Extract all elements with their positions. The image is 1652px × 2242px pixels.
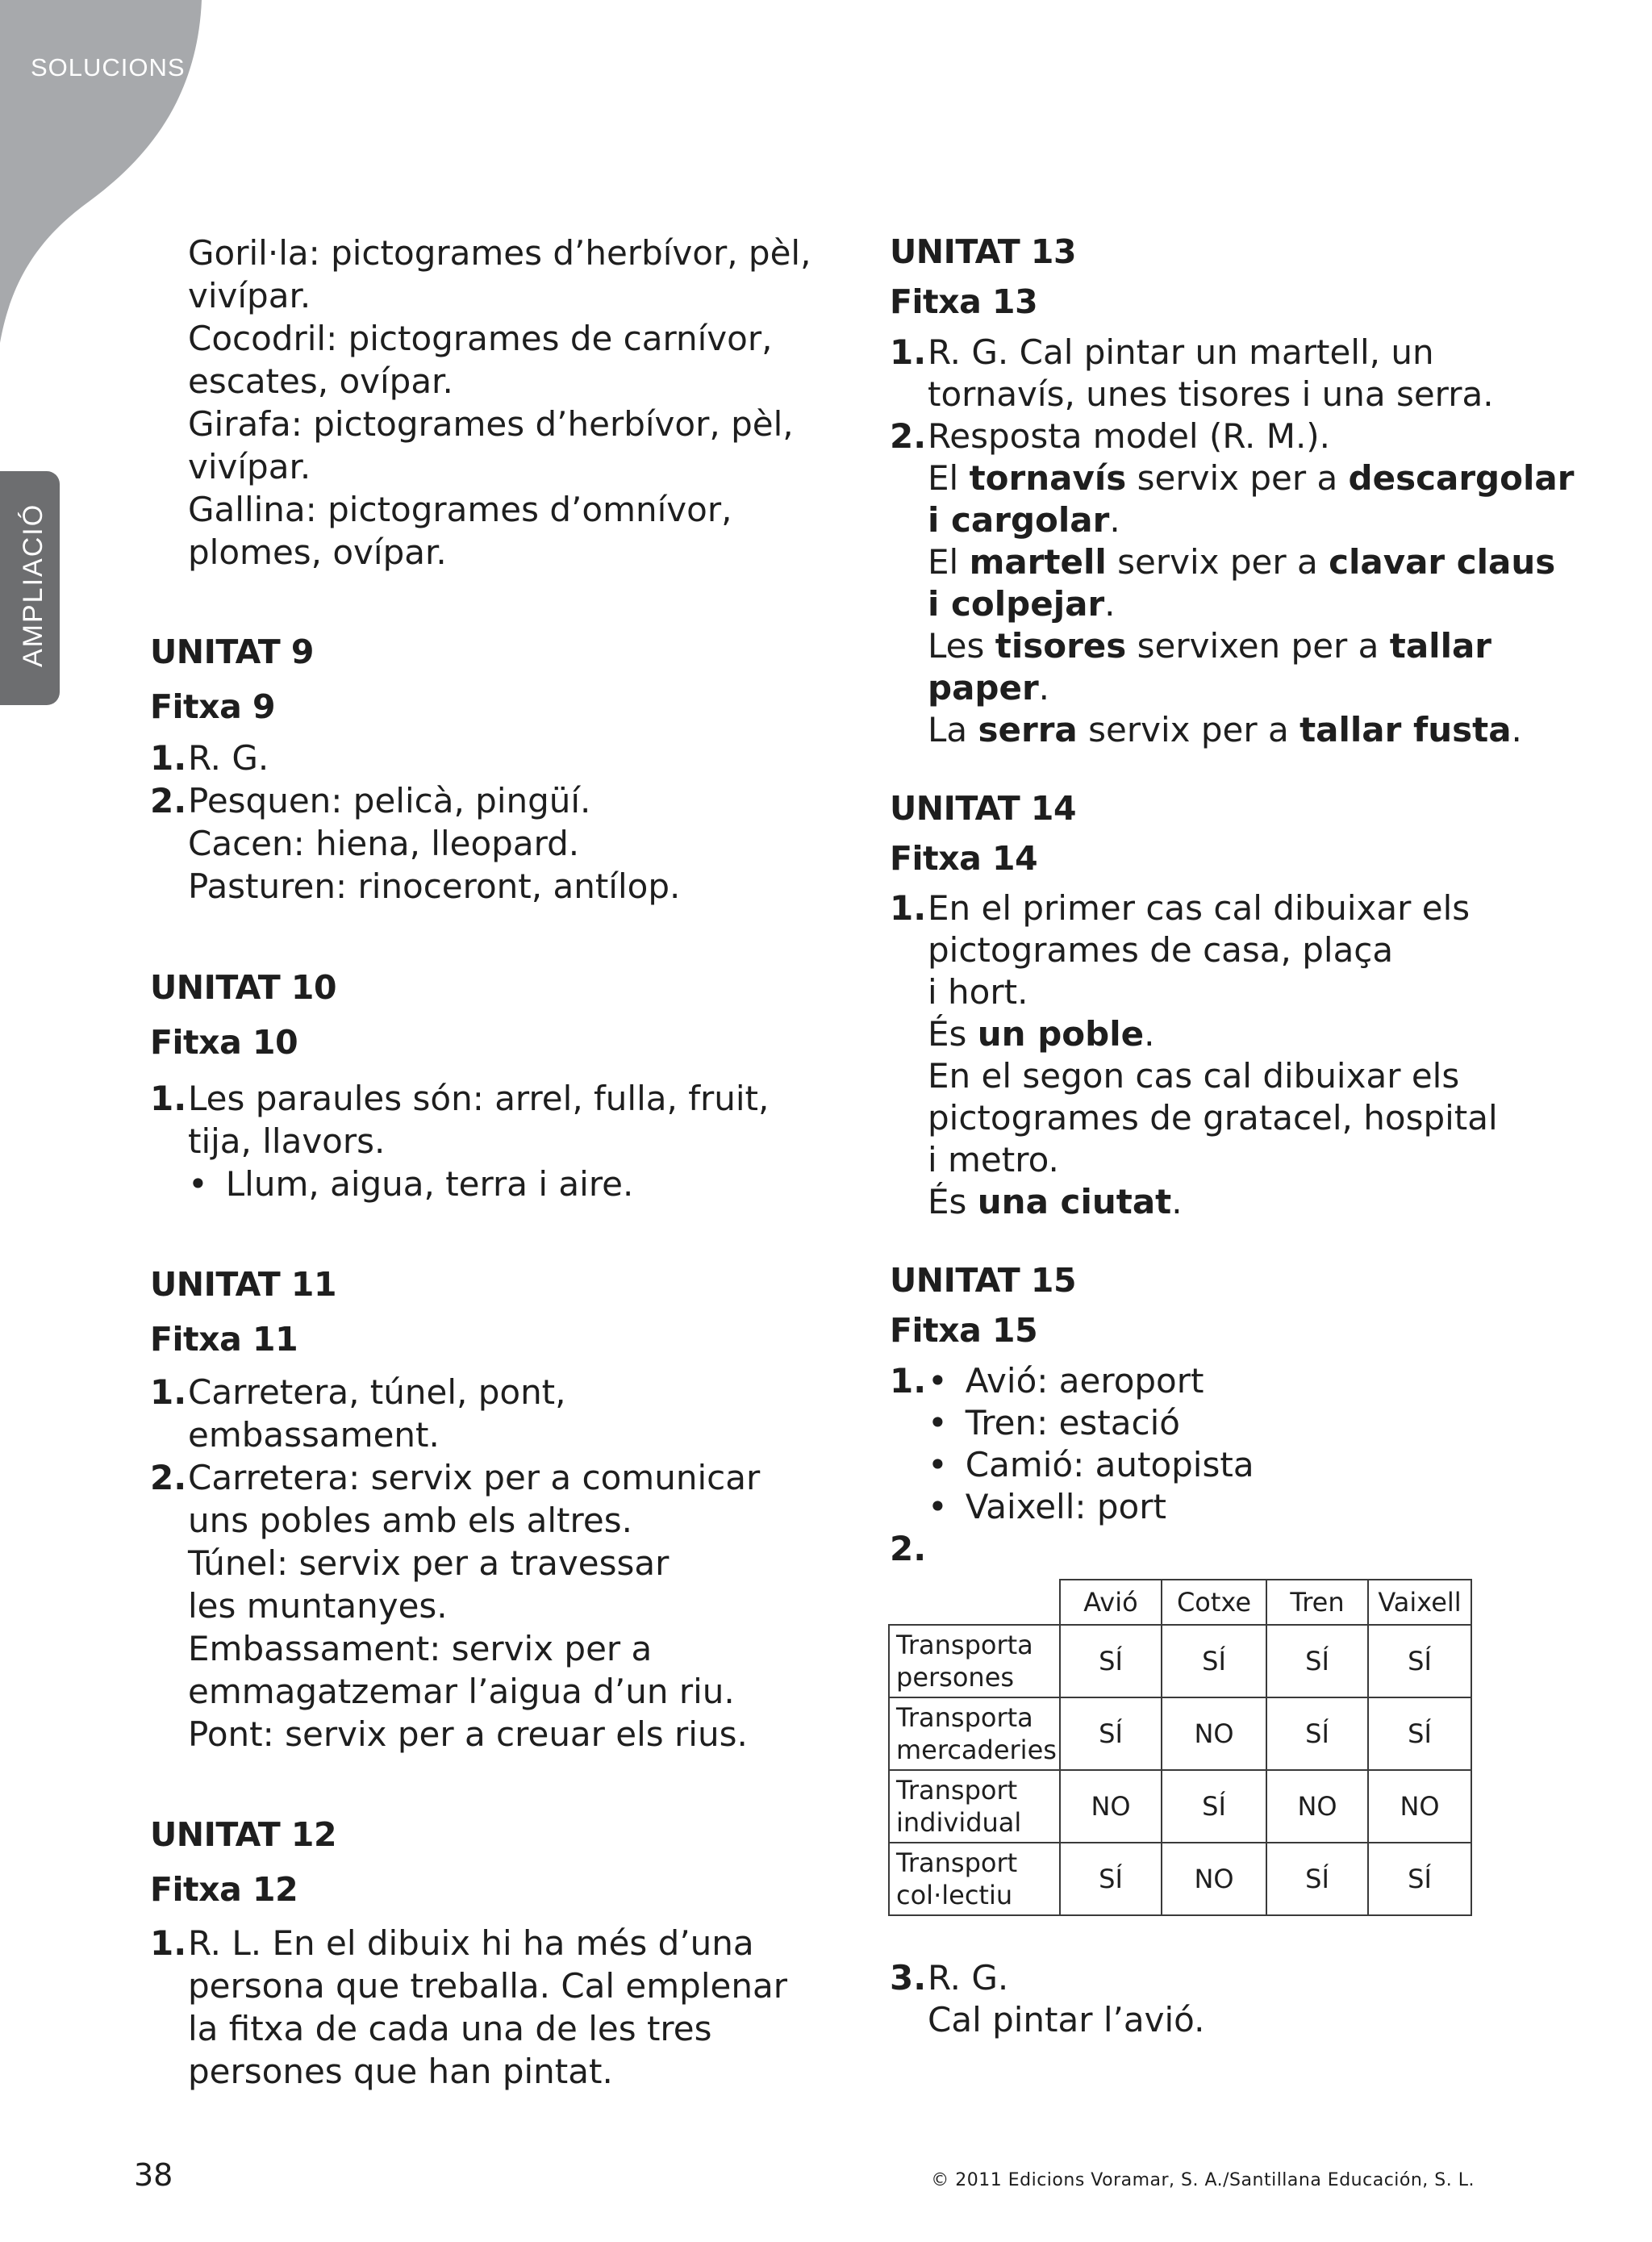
- answer-line: La serra servix per a tallar fusta.: [928, 710, 1522, 749]
- table-cell: SÍ: [1162, 1770, 1266, 1843]
- table-cell: NO: [1162, 1843, 1266, 1915]
- answer-line: És un poble.: [928, 1014, 1155, 1054]
- answer-line: embassament.: [188, 1415, 440, 1455]
- table-header-row: [889, 1580, 1471, 1625]
- unit-heading: UNITAT 10: [150, 968, 336, 1007]
- answer-line: 1. R. L. En el dibuix hi ha més d’una: [150, 1923, 754, 1963]
- table-cell: NO: [1060, 1770, 1162, 1843]
- answer-line: i colpejar.: [928, 584, 1116, 624]
- answer-number: 2.: [890, 1529, 927, 1568]
- unit-heading: UNITAT 13: [890, 232, 1076, 271]
- row-label: Transporta persones: [889, 1625, 1060, 1697]
- answer-line: 1. R. G.: [150, 738, 269, 778]
- fitxa-heading: Fitxa 11: [150, 1320, 298, 1359]
- answer-line: persones que han pintat.: [188, 2052, 613, 2091]
- answer-line: tornavís, unes tisores i una serra.: [928, 374, 1494, 414]
- row-label: Transporta mercaderies: [889, 1697, 1060, 1770]
- bullet-line: • Camió: autopista: [928, 1445, 1254, 1484]
- intro-line: Goril·la: pictogrames d’herbívor, pèl,: [188, 233, 811, 273]
- answer-line: 1. • Avió: aeroport: [890, 1361, 1204, 1401]
- answer-number: 1.: [150, 738, 187, 778]
- answer-line: El martell servix per a clavar claus: [928, 542, 1556, 582]
- bullet-line: • Tren: estació: [928, 1403, 1180, 1442]
- answer-line: 3. R. G.: [890, 1958, 1009, 1998]
- answer-line: El tornavís servix per a descargolar: [928, 458, 1575, 498]
- answer-line: Pasturen: rinoceront, antílop.: [188, 866, 681, 906]
- table-cell: NO: [1266, 1770, 1368, 1843]
- answer-line: 1. Les paraules són: arrel, fulla, fruit,: [150, 1079, 770, 1118]
- answer-line: paper.: [928, 668, 1050, 708]
- answer-line: 2. Pesquen: pelicà, pingüí.: [150, 781, 591, 820]
- fitxa-heading: Fitxa 10: [150, 1023, 298, 1062]
- table-row: [889, 1770, 1471, 1843]
- bullet-icon: •: [188, 1164, 208, 1204]
- answer-line: i hort.: [928, 972, 1028, 1012]
- table-row: [889, 1843, 1471, 1915]
- copyright-notice: © 2011 Edicions Voramar, S. A./Santillana Educación, S. L.: [931, 2170, 1475, 2190]
- intro-line: plomes, ovípar.: [188, 532, 447, 572]
- answer-line: emmagatzemar l’aigua d’un riu.: [188, 1672, 735, 1711]
- table-cell: NO: [1368, 1770, 1471, 1843]
- intro-line: Girafa: pictogrames d’herbívor, pèl,: [188, 404, 794, 444]
- table-cell: NO: [1162, 1697, 1266, 1770]
- table-row: [889, 1697, 1471, 1770]
- table-cell: SÍ: [1368, 1697, 1471, 1770]
- answer-line: Pont: servix per a creuar els rius.: [188, 1714, 748, 1754]
- column-header: Avió: [1060, 1580, 1162, 1625]
- unit-heading: UNITAT 12: [150, 1815, 336, 1854]
- side-tab-label: AMPLIACIÓ: [18, 503, 48, 667]
- answer-number: 1.: [890, 1361, 927, 1401]
- answer-line: pictogrames de gratacel, hospital: [928, 1098, 1498, 1138]
- table-cell: SÍ: [1060, 1625, 1162, 1697]
- intro-line: Gallina: pictogrames d’omnívor,: [188, 490, 732, 529]
- answer-line: i cargolar.: [928, 500, 1120, 540]
- answer-number: 2.: [150, 781, 187, 820]
- answer-line: la fitxa de cada una de les tres: [188, 2009, 712, 2048]
- answer-number: 2.: [150, 1458, 187, 1497]
- answer-number: 1.: [150, 1079, 187, 1118]
- table-cell: SÍ: [1266, 1697, 1368, 1770]
- table-cell: SÍ: [1060, 1843, 1162, 1915]
- column-header: Vaixell: [1368, 1580, 1471, 1625]
- table-corner: [889, 1580, 1060, 1625]
- table-cell: SÍ: [1266, 1843, 1368, 1915]
- answer-number: 2.: [890, 416, 927, 456]
- answer-number: 3.: [890, 1958, 927, 1998]
- answer-line: i metro.: [928, 1140, 1059, 1179]
- bullet-icon: •: [928, 1361, 948, 1401]
- page-number: 38: [134, 2157, 173, 2193]
- fitxa-heading: Fitxa 13: [890, 282, 1038, 321]
- column-header: Cotxe: [1162, 1580, 1266, 1625]
- section-label: SOLUCIONS: [31, 53, 186, 81]
- intro-line: escates, ovípar.: [188, 361, 453, 401]
- table-cell: SÍ: [1266, 1625, 1368, 1697]
- intro-line: Cocodril: pictogrames de carnívor,: [188, 319, 773, 358]
- row-label: Transport individual: [889, 1770, 1060, 1843]
- row-label: Transport col·lectiu: [889, 1843, 1060, 1915]
- answer-line: És una ciutat.: [928, 1182, 1183, 1221]
- answer-line: 1. Carretera, túnel, pont,: [150, 1372, 566, 1412]
- answer-line: 2. Carretera: servix per a comunicar: [150, 1458, 761, 1497]
- bullet-icon: •: [928, 1403, 948, 1442]
- answer-line: En el segon cas cal dibuixar els: [928, 1056, 1460, 1096]
- answer-line: Les tisores servixen per a tallar: [928, 626, 1492, 666]
- intro-line: vivípar.: [188, 276, 311, 315]
- answer-number: 1.: [890, 888, 927, 928]
- table-cell: SÍ: [1162, 1625, 1266, 1697]
- table-row: [889, 1625, 1471, 1697]
- transport-table: [888, 1579, 1472, 1916]
- answer-line: pictogrames de casa, plaça: [928, 930, 1394, 970]
- fitxa-heading: Fitxa 12: [150, 1870, 298, 1909]
- table-cell: SÍ: [1368, 1843, 1471, 1915]
- unit-heading: UNITAT 11: [150, 1265, 336, 1304]
- column-header: Tren: [1266, 1580, 1368, 1625]
- answer-line: Cacen: hiena, lleopard.: [188, 824, 580, 863]
- answer-line: 1. En el primer cas cal dibuixar els: [890, 888, 1471, 928]
- answer-line: les muntanyes.: [188, 1586, 448, 1626]
- answer-line: Túnel: servix per a travessar: [188, 1543, 670, 1583]
- unit-heading: UNITAT 15: [890, 1261, 1076, 1300]
- answer-number: 1.: [150, 1923, 187, 1963]
- answer-line: 2. Resposta model (R. M.).: [890, 416, 1331, 456]
- unit-heading: UNITAT 9: [150, 633, 314, 671]
- answer-line: Embassament: servix per a: [188, 1629, 653, 1668]
- answer-line: uns pobles amb els altres.: [188, 1501, 632, 1540]
- fitxa-heading: Fitxa 14: [890, 839, 1038, 878]
- answer-line: Cal pintar l’avió.: [928, 2000, 1205, 2040]
- fitxa-heading: Fitxa 9: [150, 687, 276, 726]
- unit-heading: UNITAT 14: [890, 789, 1076, 828]
- bullet-icon: •: [928, 1445, 948, 1484]
- bullet-line: • Llum, aigua, terra i aire.: [188, 1164, 634, 1204]
- answer-line: persona que treballa. Cal emplenar: [188, 1966, 787, 2006]
- answer-number: 1.: [150, 1372, 187, 1412]
- fitxa-heading: Fitxa 15: [890, 1311, 1038, 1350]
- table-cell: SÍ: [1060, 1697, 1162, 1770]
- answer-number: 1.: [890, 332, 927, 372]
- answer-line: 1. R. G. Cal pintar un martell, un: [890, 332, 1434, 372]
- bullet-icon: •: [928, 1487, 948, 1526]
- bullet-line: • Vaixell: port: [928, 1487, 1166, 1526]
- answer-line: tija, llavors.: [188, 1121, 386, 1161]
- table-cell: SÍ: [1368, 1625, 1471, 1697]
- intro-line: vivípar.: [188, 447, 311, 486]
